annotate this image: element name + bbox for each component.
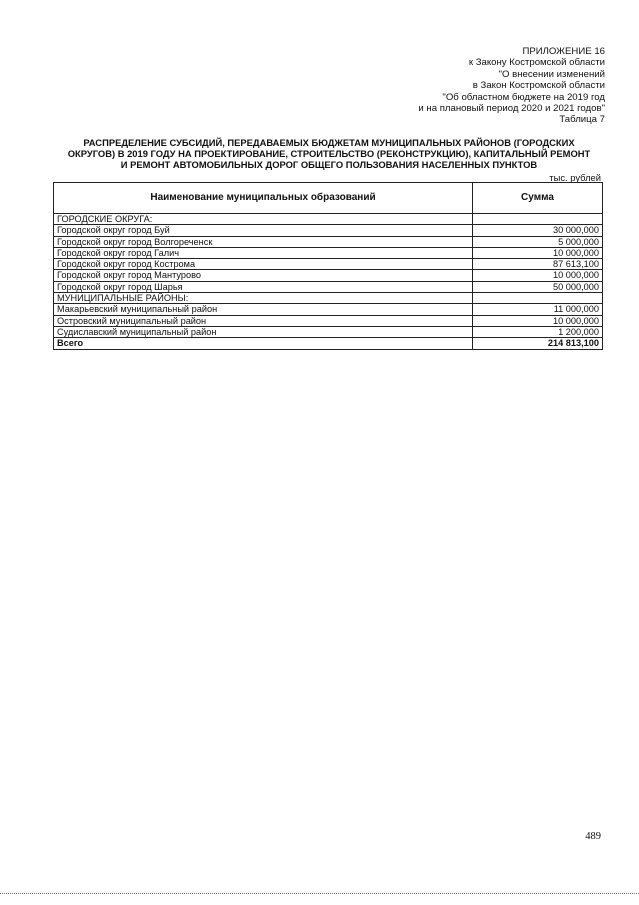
row-name: Макарьевский муниципальный район [54, 304, 473, 315]
total-sum: 214 813,100 [473, 338, 603, 349]
document-title: РАСПРЕДЕЛЕНИЕ СУБСИДИЙ, ПЕРЕДАВАЕМЫХ БЮДЖЕТАМ МУНИЦИПАЛЬНЫХ РАЙОНОВ (ГОРОДСКИХ ОКРУГОВ) В 2019 ГОДУ НА ПРОЕКТИРОВАНИЕ, СТРОИТЕЛЬСТВО (РЕКОНСТРУКЦИЮ), КАПИТАЛЬНЫЙ РЕМОНТ И РЕМОНТ АВТОМОБИЛЬНЫХ ДОРОГ ОБЩЕГО ПОЛЬЗОВАНИЯ НАСЕЛЕННЫХ ПУНКТОВ [67, 137, 591, 171]
row-sum: 10 000,000 [473, 315, 603, 326]
table-row [54, 281, 603, 292]
row-name: Городской округ город Шарья [54, 281, 473, 292]
header-line: Таблица 7 [559, 114, 605, 126]
appendix-header [418, 46, 605, 126]
header-line: к Закону Костромской области [468, 57, 605, 69]
row-name: Городской округ город Буй [54, 225, 473, 236]
table-row [54, 304, 603, 315]
row-sum: 10 000,000 [473, 270, 603, 281]
units-label: тыс. рублей [549, 172, 601, 183]
table-row [54, 236, 603, 247]
header-line: "Об областном бюджете на 2019 год [442, 91, 605, 103]
table-header-row [54, 183, 603, 214]
bottom-divider [0, 893, 639, 894]
row-name: Городской округ город Галич [54, 247, 473, 258]
table-row [54, 293, 603, 304]
row-sum: 50 000,000 [473, 281, 603, 292]
row-sum: 30 000,000 [473, 225, 603, 236]
row-name: Городской округ город Мантурово [54, 270, 473, 281]
table-total-row [54, 338, 603, 349]
row-name: Судиславский муниципальный район [54, 326, 473, 337]
subsidy-table [53, 182, 603, 350]
table-row [54, 259, 603, 270]
row-sum: 10 000,000 [473, 247, 603, 258]
header-line: "О внесении изменений [498, 68, 605, 80]
row-sum: 11 000,000 [473, 304, 603, 315]
table-row [54, 326, 603, 337]
column-header-sum: Сумма [473, 183, 603, 214]
table-row [54, 270, 603, 281]
row-sum [473, 214, 603, 225]
row-sum: 87 613,100 [473, 259, 603, 270]
row-name: ГОРОДСКИЕ ОКРУГА: [54, 214, 473, 225]
row-sum: 1 200,000 [473, 326, 603, 337]
header-line: ПРИЛОЖЕНИЕ 16 [522, 46, 605, 57]
column-header-name: Наименование муниципальных образований [54, 183, 473, 214]
table-row [54, 315, 603, 326]
table-row [54, 225, 603, 236]
header-line: и на плановый период 2020 и 2021 годов" [418, 103, 605, 115]
page-number: 489 [585, 831, 601, 842]
total-label: Всего [54, 338, 473, 349]
row-sum: 5 000,000 [473, 236, 603, 247]
table-row [54, 247, 603, 258]
table-row [54, 214, 603, 225]
row-name: Городской округ город Волгореченск [54, 236, 473, 247]
row-name: МУНИЦИПАЛЬНЫЕ РАЙОНЫ: [54, 293, 473, 304]
header-line: в Закон Костромской области [472, 80, 605, 92]
row-name: Городской округ город Кострома [54, 259, 473, 270]
row-sum [473, 293, 603, 304]
row-name: Островский муниципальный район [54, 315, 473, 326]
